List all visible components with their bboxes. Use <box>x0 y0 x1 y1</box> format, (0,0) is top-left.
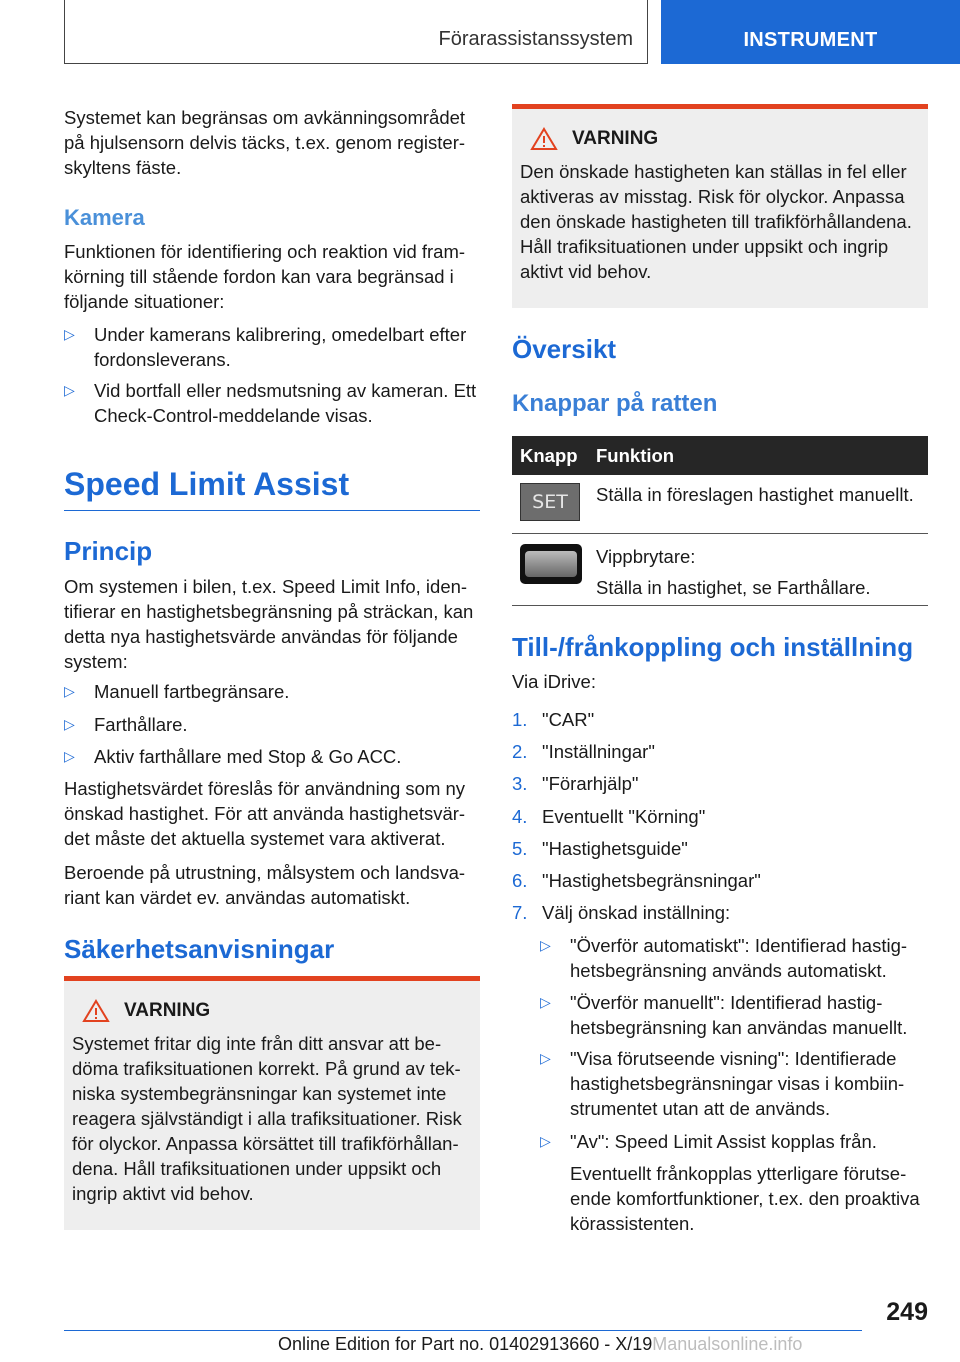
warning-title-text: VARNING <box>124 1000 211 1021</box>
paragraph: Hastighetsvärdet föreslås för användning som ny önskad hastighet. För att använda hastighetsvärdet måste det aktuella systemet vara aktiverat. <box>64 778 466 849</box>
step-item: 2. "Inställningar" <box>512 741 655 762</box>
section-tab <box>64 0 648 64</box>
table-header <box>512 436 928 475</box>
list-item-text: "Av": Speed Limit Assist kopplas från. <box>570 1131 877 1152</box>
list-item <box>540 990 928 1040</box>
list-item-text: "Visa förutseende visning": Identifierade hastighetsbegränsningar visas i kombiinstrumentet utan att de används. <box>570 1048 905 1119</box>
list-item <box>540 933 928 983</box>
list-item-text: Aktiv farthållare med Stop & Go ACC. <box>94 746 402 767</box>
warning-box <box>64 976 480 1230</box>
list-item-text: Farthållare. <box>94 714 188 735</box>
table-cell: Ställa in föreslagen hastighet manuellt. <box>596 484 914 505</box>
list-item-text: "Överför automatiskt": Identifierad hastighetsbegränsning används automatiskt. <box>570 935 908 981</box>
triangle-bullet-icon: ▷ <box>540 994 551 1010</box>
step-item: 1. "CAR" <box>512 709 595 730</box>
rocker-switch-icon <box>520 544 582 584</box>
step-item: 5. "Hastighetsguide" <box>512 838 688 859</box>
list-item <box>64 378 480 428</box>
knappar-heading: Knappar på ratten <box>512 390 718 417</box>
list-item <box>64 712 480 737</box>
triangle-bullet-icon: ▷ <box>64 326 75 342</box>
triangle-bullet-icon: ▷ <box>64 748 75 764</box>
triangle-bullet-icon: ▷ <box>64 716 75 732</box>
oversikt-heading: Översikt <box>512 334 617 364</box>
warning-title-text: VARNING <box>572 128 659 149</box>
warning-title <box>520 127 920 151</box>
warning-triangle-icon <box>82 999 110 1023</box>
list-item-text: Vid bortfall eller nedsmutsning av kameran. Ett Check-Control-meddelande visas. <box>94 380 477 426</box>
camera-paragraph: Funktionen för identifiering och reaktion vid framkörning till stående fordon kan vara begränsad i följande situationer: <box>64 241 466 312</box>
triangle-bullet-icon: ▷ <box>540 937 551 953</box>
via-text: Via iDrive: <box>512 671 596 692</box>
watermark: Manualsonline.info <box>652 1334 803 1354</box>
footer-edition <box>278 1334 802 1355</box>
set-button-label: SET <box>532 491 568 513</box>
triangle-bullet-icon: ▷ <box>64 382 75 398</box>
section-title: Förarassistanssystem <box>438 28 633 50</box>
page-number: 249 <box>886 1298 928 1326</box>
list-item-text: Under kamerans kalibrering, omedelbart efter fordonsleverans. <box>94 324 467 370</box>
edition-text: Online Edition for Part no. 01402913660 - X/19 <box>278 1334 653 1354</box>
column-header-knapp: Knapp <box>520 445 578 466</box>
table-divider <box>512 533 928 534</box>
list-item <box>540 1129 928 1154</box>
warning-title <box>72 999 472 1023</box>
step-item: 4. Eventuellt "Körning" <box>512 806 706 827</box>
chapter-title: INSTRUMENT <box>743 29 878 51</box>
till-heading: Till-/frånkoppling och inställning <box>512 632 914 662</box>
list-item-text: Manuell fartbegränsare. <box>94 681 290 702</box>
step-item: 7. Välj önskad inställning: <box>512 902 731 923</box>
triangle-bullet-icon: ▷ <box>64 683 75 699</box>
warning-text: Den önskade hastigheten kan ställas in fel eller aktiveras av misstag. Risk för olyckor. Anpassa den önskade hastigheten till trafikförhållandena. Håll trafiksituationen under uppsikt och ingrip aktivt vid behov. <box>520 161 912 282</box>
table-cell: Ställa in hastighet, se Farthållare. <box>596 577 871 598</box>
safety-heading: Säkerhetsanvisningar <box>64 934 335 964</box>
heading-rule <box>64 510 480 511</box>
list-item <box>64 322 480 372</box>
step-item: 6. "Hastighetsbegränsningar" <box>512 870 761 891</box>
table-cell: Vippbrytare: <box>596 546 696 567</box>
column-header-funktion: Funktion <box>596 445 675 466</box>
list-item <box>540 1046 928 1121</box>
triangle-bullet-icon: ▷ <box>540 1133 551 1149</box>
warning-triangle-icon <box>530 127 558 151</box>
princip-heading: Princip <box>64 536 153 566</box>
set-button-icon <box>520 483 580 521</box>
camera-heading: Kamera <box>64 205 145 230</box>
step-item: 3. "Förarhjälp" <box>512 773 639 794</box>
princip-paragraph: Om systemen i bilen, t.ex. Speed Limit Info, identifierar en hastighetsbegränsning på sträckan, kan detta nya hastighetsvärde användas för följande system: <box>64 576 474 672</box>
intro-paragraph: Systemet kan begränsas om avkänningsområdet på hjulsensorn delvis täcks, t.ex. genom registerskyltens fäste. <box>64 107 466 178</box>
chapter-tab <box>661 0 960 64</box>
triangle-bullet-icon: ▷ <box>540 1050 551 1066</box>
note-paragraph: Eventuellt frånkopplas ytterligare förutseende komfortfunktioner, t.ex. den proaktiva körassistenten. <box>570 1163 920 1234</box>
list-item <box>64 679 480 704</box>
footer-rule <box>64 1330 862 1331</box>
sla-heading: Speed Limit Assist <box>64 466 350 502</box>
warning-text: Systemet fritar dig inte från ditt ansvar att bedöma trafiksituationen korrekt. På grund av tekniska systembegränsningar kan systemet inte reagera självständigt i alla trafiksituationer. Risk för olyckor. Anpassa körsättet till trafikförhållandena. Håll trafiksituationen under uppsikt och ingrip aktivt vid behov. <box>72 1033 462 1204</box>
paragraph: Beroende på utrustning, målsystem och landsvariant kan värdet ev. användas automatiskt. <box>64 862 466 908</box>
warning-box <box>512 104 928 308</box>
list-item <box>64 744 480 769</box>
table-divider <box>512 605 928 606</box>
list-item-text: "Överför manuellt": Identifierad hastighetsbegränsning kan användas manuellt. <box>570 992 908 1038</box>
